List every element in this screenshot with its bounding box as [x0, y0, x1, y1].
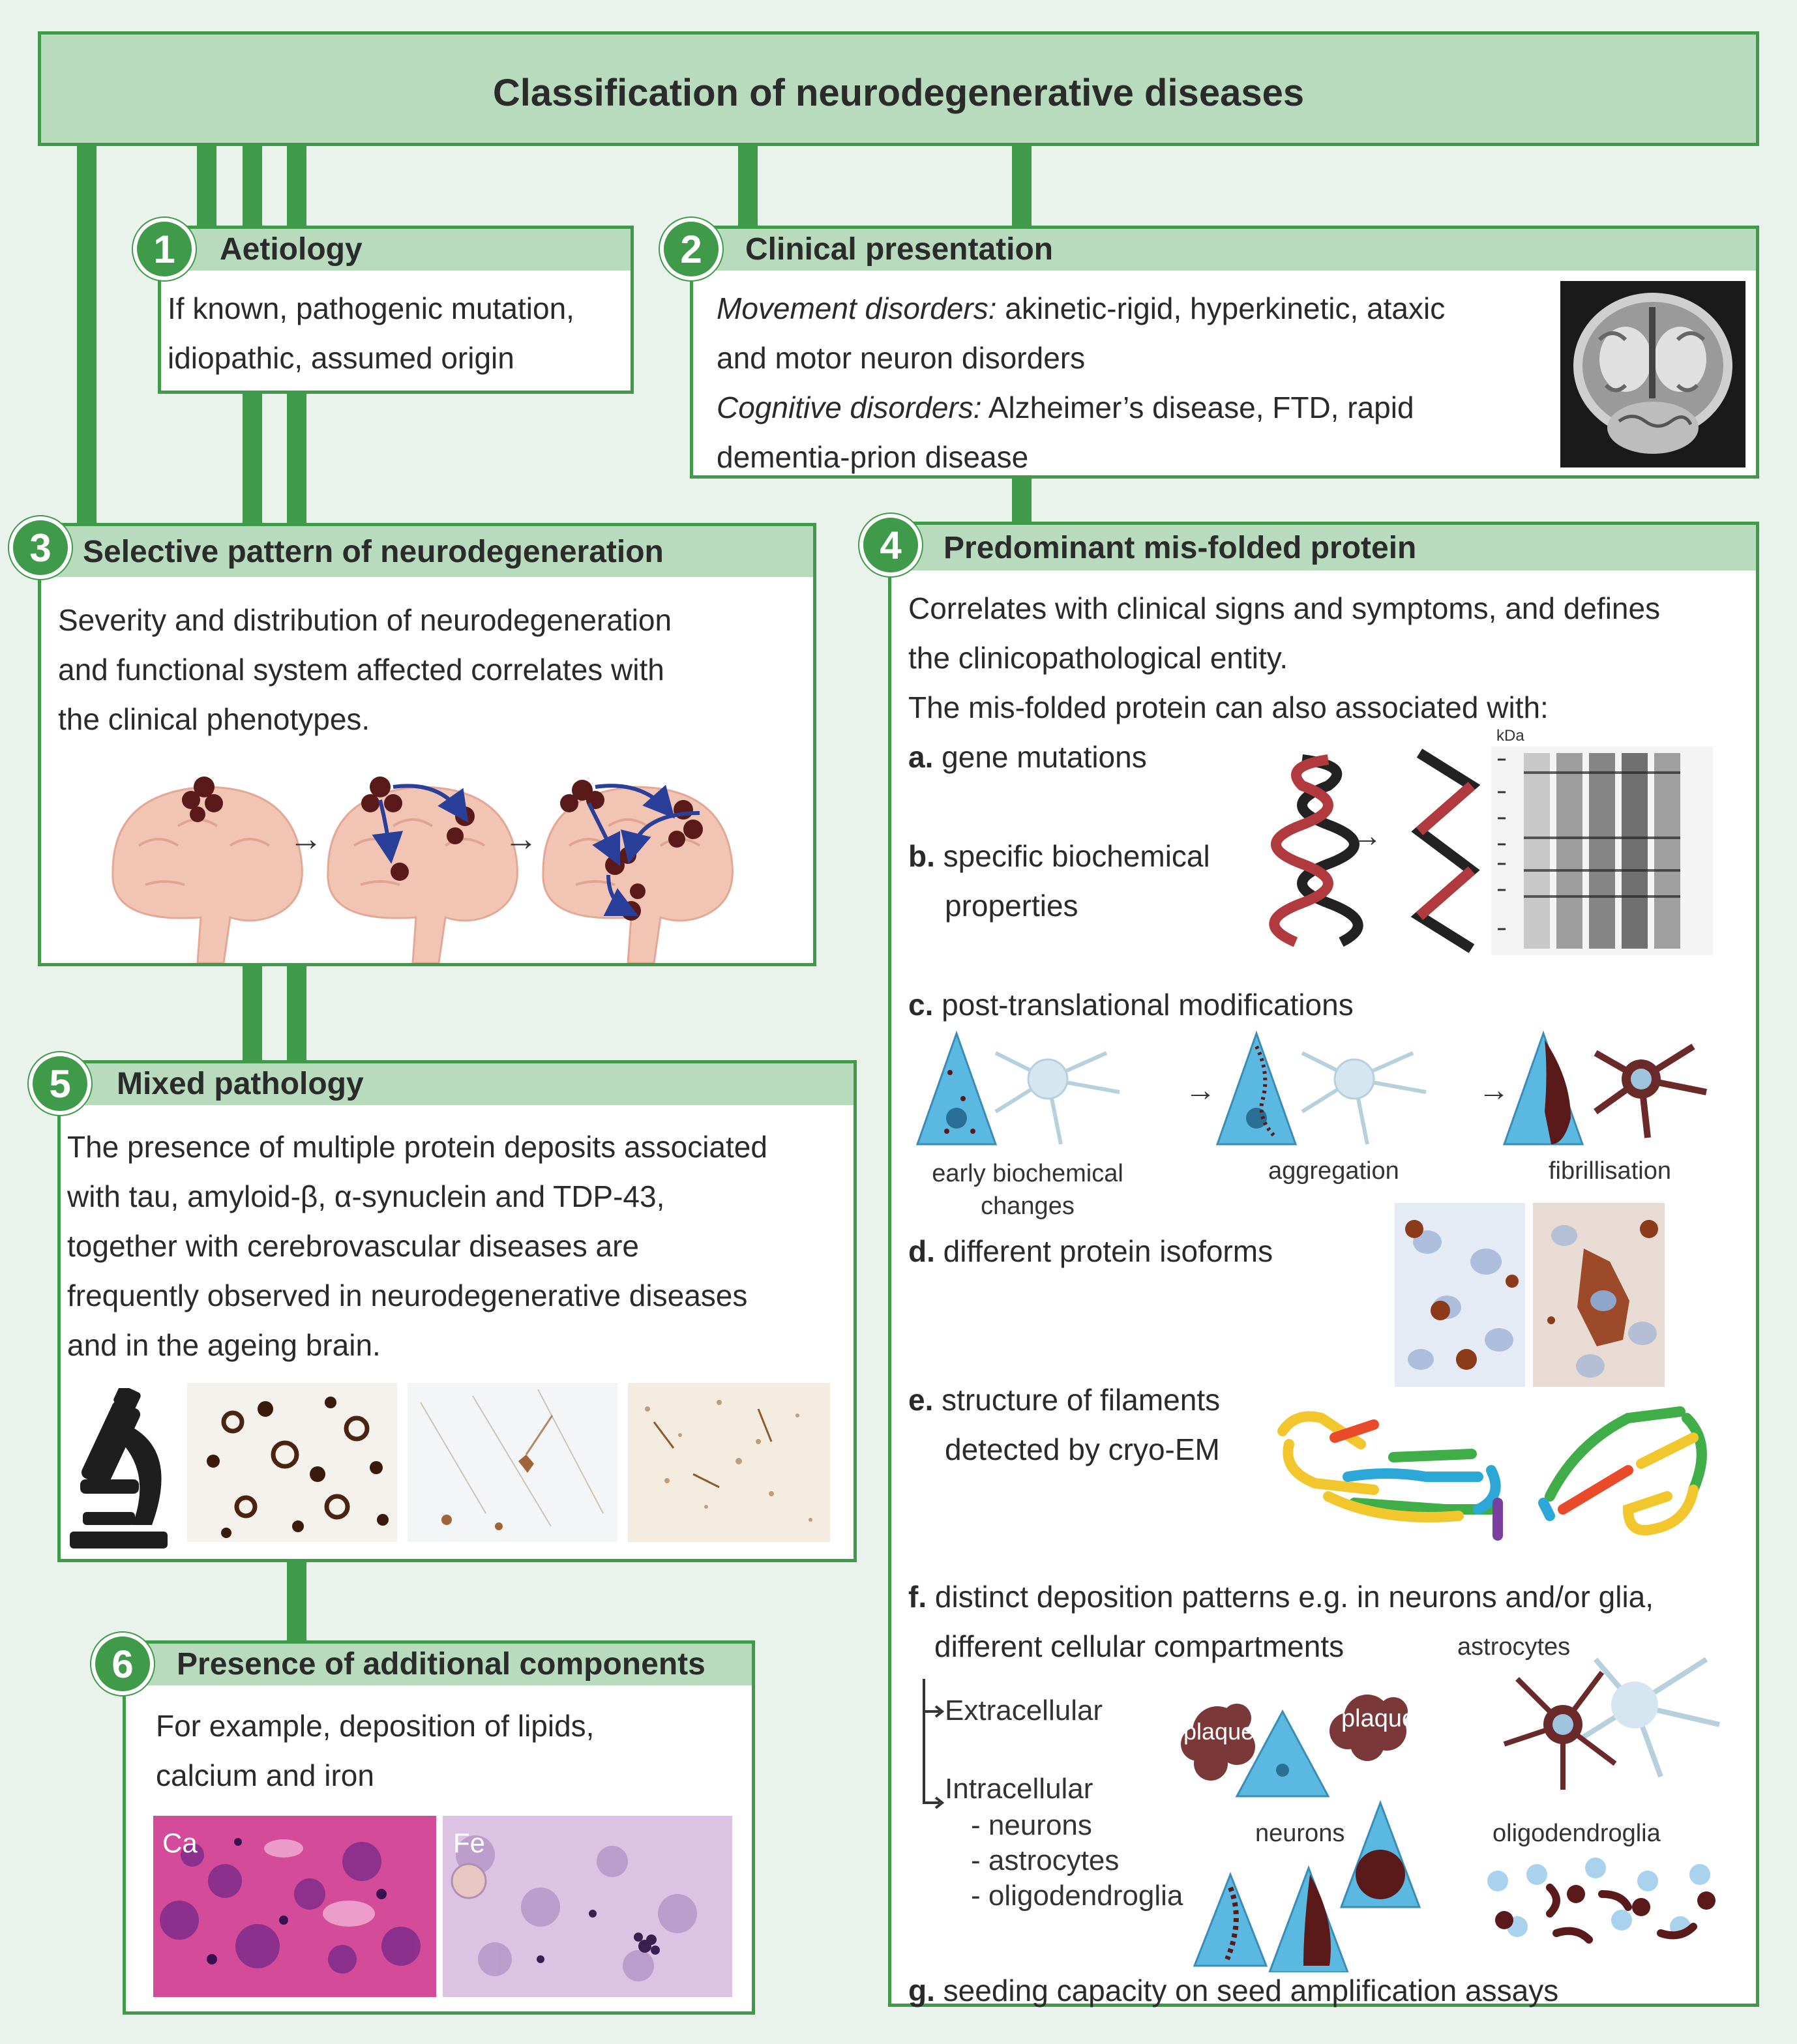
protein-isoform-histology-image	[1395, 1203, 1665, 1387]
calcium-label: Ca	[162, 1828, 198, 1858]
section-text: Movement disorders: akinetic-rigid, hyperkinetic, ataxic and motor neuron disorders Cognitive disorders: Alzheimer’s disease, FTD, rapid dementia-prion disease	[717, 291, 1446, 474]
progression-arrow: →	[289, 820, 323, 858]
stage-label: early biochemical changes	[932, 1160, 1123, 1220]
arrow: →	[1351, 819, 1382, 853]
item-e: e. structure of filaments	[908, 1383, 1221, 1417]
intracellular-neuron-illustration	[1191, 1796, 1426, 1972]
western-blot-image	[1491, 747, 1713, 955]
aetiology-box	[158, 226, 634, 394]
item-b: b. specific biochemical	[908, 839, 1210, 873]
section-number-badge: 3	[9, 516, 72, 579]
section-number-badge: 2	[660, 218, 722, 280]
selective-pattern-box	[38, 523, 816, 966]
connector	[243, 965, 262, 1063]
section-number-badge: 1	[133, 218, 196, 280]
oligodendroglia-illustration	[1478, 1855, 1726, 1953]
astrocyte-illustration	[1491, 1633, 1739, 1803]
oligodendroglia-label: oligodendroglia	[1493, 1820, 1661, 1847]
misfolded-protein-box	[888, 522, 1759, 2007]
section-text: If known, pathogenic mutation, idiopathic, assumed origin	[168, 291, 574, 375]
main-title: Classification of neurodegenerative diseases	[492, 72, 1305, 114]
stage-label: fibrillisation	[1549, 1157, 1671, 1185]
main-title-box	[38, 31, 1759, 146]
microscope-icon	[70, 1388, 174, 1551]
item-g: g. seeding capacity on seed amplification assays	[908, 1974, 1559, 2007]
section-title: Mixed pathology	[117, 1067, 364, 1101]
section-title: Predominant mis-folded protein	[943, 531, 1417, 565]
connector	[287, 965, 306, 1063]
stage-label: aggregation	[1268, 1157, 1399, 1185]
astrocytes-label: astrocytes	[1457, 1633, 1571, 1661]
section-number-badge: 5	[29, 1052, 91, 1115]
section-title: Aetiology	[220, 232, 363, 267]
item-c: c. post-translational modifications	[908, 988, 1354, 1022]
mixed-pathology-box	[57, 1060, 857, 1562]
plaque-label: plaque	[1183, 1718, 1255, 1745]
item-f: f. distinct deposition patterns e.g. in neurons and/or glia,	[908, 1580, 1654, 1614]
stage-arrow: →	[1478, 1073, 1509, 1108]
section-title: Presence of additional components	[177, 1647, 705, 1681]
deposition-tree-lines	[911, 1672, 950, 1816]
item-e-cont: detected by cryo-EM	[945, 1432, 1220, 1466]
cryo-em-filament-structure	[1276, 1405, 1732, 1562]
brain-progression-illustration	[100, 774, 778, 963]
histology-panel-2	[408, 1383, 617, 1542]
iron-label: Fe	[453, 1828, 486, 1858]
item-d: d. different protein isoforms	[908, 1234, 1273, 1268]
section-title: Clinical presentation	[745, 232, 1054, 267]
progression-arrow: →	[504, 820, 538, 858]
item-f-cont: different cellular compartments	[934, 1629, 1344, 1663]
additional-components-box	[123, 1640, 755, 2015]
section-number-badge: 6	[91, 1633, 154, 1695]
section-text: Severity and distribution of neurodegeneration and functional system affected correlates with the clinical phenotypes.	[58, 603, 672, 736]
intracellular-sublist: - neurons - astrocytes - oligodendroglia	[971, 1809, 1183, 1912]
extracellular-label: Extracellular	[945, 1695, 1103, 1726]
protein-misfolding-illustration	[1263, 740, 1524, 955]
section-number-badge: 4	[859, 514, 922, 576]
section-text: Correlates with clinical signs and symptoms, and defines the clinicopathological entity. The mis-folded protein can also associated with:	[908, 591, 1661, 724]
connector	[287, 1560, 306, 1644]
connector	[77, 145, 97, 529]
section-text: For example, deposition of lipids, calcium and iron	[156, 1709, 595, 1792]
stage-arrow: →	[1185, 1073, 1216, 1108]
section-text: The presence of multiple protein deposits associated with tau, amyloid-β, α-synuclein and TDP-43, together with cerebrovascular diseases are frequently observed in neurodegenerative diseases and in the ageing brain.	[67, 1130, 767, 1362]
intracellular-label: Intracellular	[945, 1773, 1093, 1805]
clinical-presentation-box	[690, 226, 1759, 479]
histology-panel-3	[628, 1383, 830, 1542]
brain-mri-image	[1560, 281, 1745, 467]
connector	[1012, 477, 1032, 528]
iron-histology-image	[443, 1816, 732, 1997]
item-b-cont: properties	[945, 889, 1078, 923]
section-title: Selective pattern of neurodegeneration	[83, 535, 664, 569]
connector	[1012, 145, 1032, 230]
post-translational-stages-illustration	[911, 1027, 1752, 1157]
kda-label: kDa	[1496, 727, 1524, 745]
plaque-label: plaque	[1341, 1705, 1416, 1732]
connector	[738, 145, 758, 230]
neurons-label: neurons	[1255, 1820, 1345, 1847]
item-a: a. gene mutations	[908, 740, 1147, 774]
histology-panel-1	[187, 1383, 397, 1542]
